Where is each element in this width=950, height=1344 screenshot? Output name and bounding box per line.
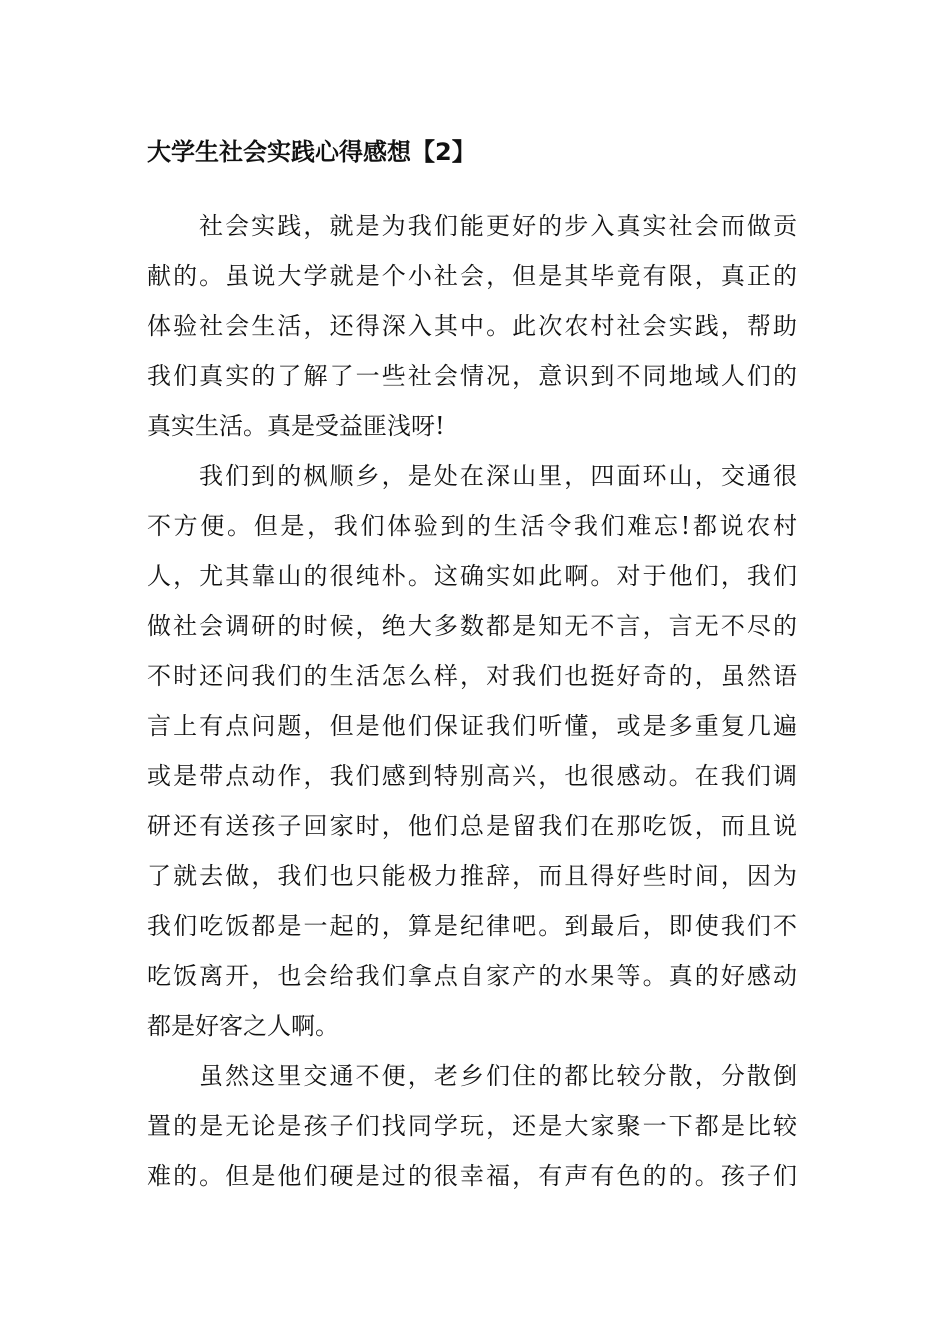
paragraph-line: 或是带点动作，我们感到特别高兴，也很感动。在我们调 [147,762,797,790]
paragraph-line: 真实生活。真是受益匪浅呀! [147,412,445,440]
paragraph-line: 言上有点问题，但是他们保证我们听懂，或是多重复几遍 [147,712,797,740]
paragraph-line: 了就去做，我们也只能极力推辞，而且得好些时间，因为 [147,862,797,890]
paragraph [147,451,797,1051]
paragraph-line: 难的。但是他们硬是过的很幸福，有声有色的的。孩子们 [147,1162,797,1190]
paragraph-line: 做社会调研的时候，绝大多数都是知无不言，言无不尽的 [147,612,797,640]
paragraph-line: 都是好客之人啊。 [147,1012,339,1040]
paragraph-line: 置的是无论是孩子们找同学玩，还是大家聚一下都是比较 [147,1112,797,1140]
document-body [147,201,797,1201]
paragraph-line: 社会实践，就是为我们能更好的步入真实社会而做贡 [199,212,797,240]
document-title: 大学生社会实践心得感想【2】 [147,138,476,166]
paragraph-line: 我们到的枫顺乡，是处在深山里，四面环山，交通很 [199,462,797,490]
paragraph-line: 人，尤其靠山的很纯朴。这确实如此啊。对于他们，我们 [147,562,797,590]
paragraph [147,1051,797,1201]
paragraph-line: 体验社会生活，还得深入其中。此次农村社会实践，帮助 [147,312,797,340]
paragraph-line: 吃饭离开，也会给我们拿点自家产的水果等。真的好感动 [147,962,797,990]
paragraph-line: 虽然这里交通不便，老乡们住的都比较分散，分散倒 [199,1062,797,1090]
paragraph-line: 我们真实的了解了一些社会情况，意识到不同地域人们的 [147,362,797,390]
paragraph-line: 研还有送孩子回家时，他们总是留我们在那吃饭，而且说 [147,812,797,840]
paragraph [147,201,797,451]
paragraph-line: 不时还问我们的生活怎么样，对我们也挺好奇的，虽然语 [147,662,797,690]
paragraph-line: 我们吃饭都是一起的，算是纪律吧。到最后，即使我们不 [147,912,797,940]
paragraph-line: 不方便。但是，我们体验到的生活令我们难忘!都说农村 [147,512,797,540]
paragraph-line: 献的。虽说大学就是个小社会，但是其毕竟有限，真正的 [147,262,797,290]
